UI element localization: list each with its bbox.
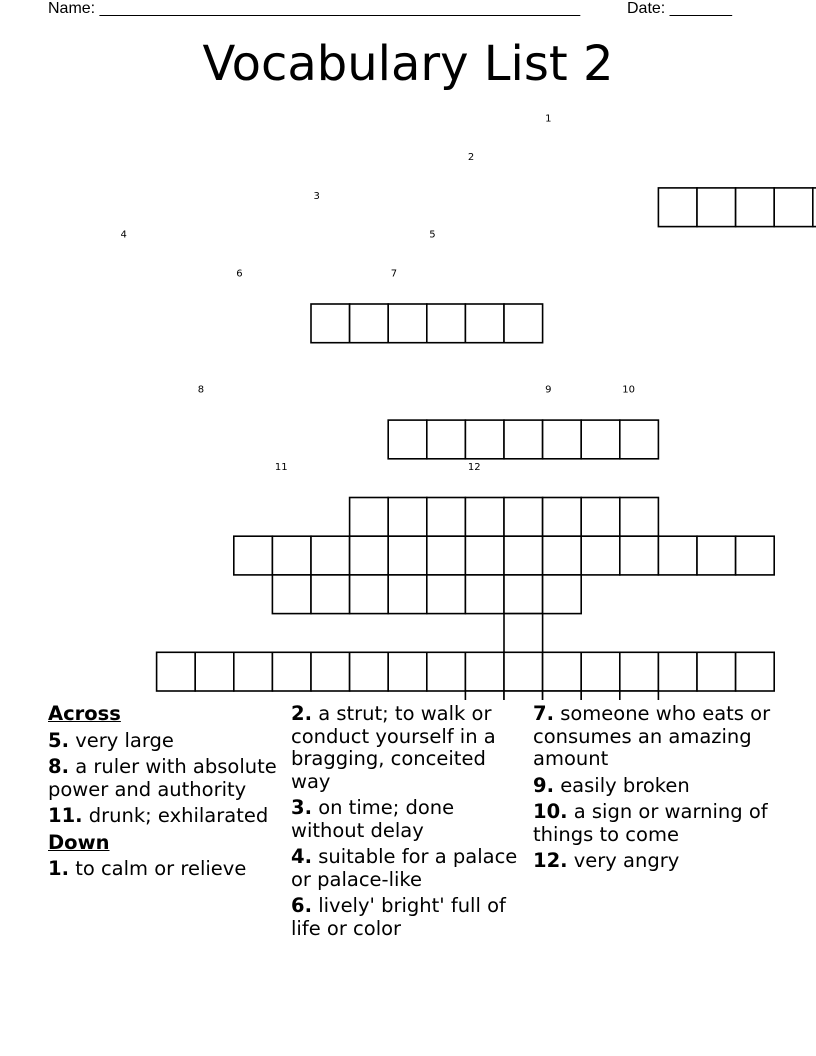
grid-cell[interactable] bbox=[350, 536, 389, 575]
grid-cell[interactable] bbox=[543, 536, 582, 575]
grid-cell[interactable] bbox=[697, 652, 736, 691]
clue-column-2 bbox=[291, 703, 529, 944]
grid-cell[interactable] bbox=[543, 498, 582, 537]
grid-cell[interactable] bbox=[543, 575, 582, 614]
clue-across-11 bbox=[48, 805, 286, 828]
clue-text: a ruler with absolute power and authority bbox=[48, 755, 277, 801]
clue-column-1 bbox=[48, 703, 286, 885]
grid-cell[interactable] bbox=[234, 652, 273, 691]
clue-text: a strut; to walk or conduct yourself in a bragging, conceited way bbox=[291, 702, 496, 793]
page-title: Vocabulary List 2 bbox=[202, 36, 614, 92]
clue-column-3 bbox=[533, 703, 771, 877]
grid-cell[interactable] bbox=[543, 691, 582, 700]
grid-cell[interactable] bbox=[388, 420, 427, 459]
grid-cell[interactable] bbox=[272, 575, 311, 614]
clue-text: to calm or relieve bbox=[75, 857, 247, 880]
grid-cell[interactable] bbox=[388, 652, 427, 691]
clue-text: on time; done without delay bbox=[291, 796, 455, 842]
grid-cell[interactable] bbox=[581, 691, 620, 700]
clue-number: 6. bbox=[291, 894, 312, 917]
cell-number: 5 bbox=[429, 229, 436, 241]
clue-text: drunk; exhilarated bbox=[88, 804, 269, 827]
grid-cell[interactable] bbox=[311, 304, 350, 343]
clue-text: easily broken bbox=[560, 773, 690, 797]
grid-cell[interactable] bbox=[504, 420, 543, 459]
clue-number: 2. bbox=[291, 702, 312, 725]
clue-down-4 bbox=[291, 846, 529, 891]
clue-number: 11. bbox=[48, 804, 83, 827]
clue-number: 3. bbox=[291, 796, 312, 819]
grid-cell[interactable] bbox=[465, 536, 504, 575]
grid-cell[interactable] bbox=[427, 575, 466, 614]
cell-number: 9 bbox=[545, 384, 552, 396]
grid-cell[interactable] bbox=[465, 575, 504, 614]
cell-number: 8 bbox=[197, 384, 205, 396]
clue-text: suitable for a palace or palace-like bbox=[291, 845, 518, 891]
grid-cell[interactable] bbox=[581, 420, 620, 459]
grid-cell[interactable] bbox=[311, 536, 350, 575]
clue-text: someone who eats or consumes an amazing amount bbox=[533, 702, 771, 770]
clue-down-2 bbox=[291, 703, 529, 793]
clue-text: very angry bbox=[573, 849, 680, 872]
grid-cell[interactable] bbox=[504, 614, 543, 653]
grid-cell[interactable] bbox=[697, 188, 736, 227]
clue-number: 1. bbox=[48, 857, 69, 880]
clue-number: 9. bbox=[533, 773, 554, 797]
clue-down-3 bbox=[291, 797, 529, 842]
cell-number: 2 bbox=[467, 152, 475, 164]
grid-cell[interactable] bbox=[774, 188, 813, 227]
grid-cell[interactable] bbox=[465, 652, 504, 691]
clue-text: lively' bright' full of life or color bbox=[291, 894, 506, 940]
grid-cell[interactable] bbox=[504, 691, 543, 700]
cell-number: 6 bbox=[236, 268, 243, 280]
grid-cell[interactable] bbox=[543, 652, 582, 691]
clue-number: 4. bbox=[291, 845, 312, 868]
grid-cell[interactable] bbox=[388, 498, 427, 537]
clue-across-8 bbox=[48, 756, 286, 801]
grid-cell[interactable] bbox=[427, 304, 466, 343]
grid-cell[interactable] bbox=[350, 498, 389, 537]
down-heading: Down bbox=[48, 830, 110, 854]
grid-cell[interactable] bbox=[620, 652, 659, 691]
grid-cell[interactable] bbox=[504, 304, 543, 343]
across-heading: Across bbox=[48, 702, 121, 725]
clue-number: 7. bbox=[533, 702, 554, 725]
grid-cell[interactable] bbox=[427, 652, 466, 691]
cell-number: 12 bbox=[467, 461, 481, 473]
grid-cell[interactable] bbox=[272, 536, 311, 575]
cell-number: 11 bbox=[274, 461, 288, 473]
grid-cell[interactable] bbox=[427, 420, 466, 459]
clue-across-5 bbox=[48, 730, 286, 753]
grid-cell[interactable] bbox=[388, 304, 427, 343]
grid-cell[interactable] bbox=[658, 536, 697, 575]
grid-cell[interactable] bbox=[504, 536, 543, 575]
clue-number: 8. bbox=[48, 755, 69, 778]
clue-number: 10. bbox=[533, 800, 568, 823]
grid-cell[interactable] bbox=[350, 575, 389, 614]
grid-cell[interactable] bbox=[272, 652, 311, 691]
grid-cell[interactable] bbox=[311, 652, 350, 691]
grid-cell[interactable] bbox=[427, 536, 466, 575]
grid-cell[interactable] bbox=[504, 652, 543, 691]
clue-text: a sign or warning of things to come bbox=[533, 800, 768, 846]
clue-down-1 bbox=[48, 858, 286, 881]
clue-down-6 bbox=[291, 895, 529, 940]
grid-cell[interactable] bbox=[388, 575, 427, 614]
clue-down-7 bbox=[533, 703, 771, 771]
cell-number: 1 bbox=[545, 113, 552, 125]
grid-cell[interactable] bbox=[581, 652, 620, 691]
grid-cell[interactable] bbox=[620, 691, 659, 700]
name-field[interactable]: Name: ______________________________________________________ bbox=[48, 0, 581, 17]
grid-cell[interactable] bbox=[658, 652, 697, 691]
grid-cell[interactable] bbox=[234, 536, 273, 575]
clue-down-9 bbox=[533, 775, 771, 798]
grid-cell[interactable] bbox=[620, 536, 659, 575]
cell-number: 3 bbox=[313, 190, 320, 202]
grid-cell[interactable] bbox=[581, 536, 620, 575]
cell-number: 7 bbox=[390, 268, 398, 280]
grid-cell[interactable] bbox=[311, 575, 350, 614]
grid-cell[interactable] bbox=[157, 652, 196, 691]
grid-cell[interactable] bbox=[658, 188, 697, 227]
grid-cell[interactable] bbox=[581, 498, 620, 537]
grid-cell[interactable] bbox=[350, 652, 389, 691]
grid-cell[interactable] bbox=[620, 420, 659, 459]
grid-cell[interactable] bbox=[736, 536, 775, 575]
clue-number: 12. bbox=[533, 849, 568, 872]
clue-text: very large bbox=[75, 728, 174, 752]
grid-cell[interactable] bbox=[697, 536, 736, 575]
grid-cell[interactable] bbox=[388, 536, 427, 575]
cell-number: 4 bbox=[120, 229, 127, 241]
date-field[interactable]: Date: _______ bbox=[627, 0, 732, 17]
grid-cell[interactable] bbox=[543, 420, 582, 459]
grid-cell[interactable] bbox=[465, 691, 504, 700]
grid-cell[interactable] bbox=[465, 498, 504, 537]
grid-cell[interactable] bbox=[195, 652, 234, 691]
grid-cell[interactable] bbox=[465, 420, 504, 459]
cell-number: 10 bbox=[622, 384, 636, 396]
grid-cell[interactable] bbox=[504, 575, 543, 614]
grid-cell[interactable] bbox=[504, 498, 543, 537]
clue-number: 5. bbox=[48, 728, 69, 752]
grid-cell[interactable] bbox=[736, 188, 775, 227]
grid-cell[interactable] bbox=[465, 304, 504, 343]
grid-cell[interactable] bbox=[620, 498, 659, 537]
clue-down-12 bbox=[533, 850, 771, 873]
grid-cell[interactable] bbox=[427, 498, 466, 537]
clue-down-10 bbox=[533, 801, 771, 846]
grid-cell[interactable] bbox=[736, 652, 775, 691]
grid-cell[interactable] bbox=[350, 304, 389, 343]
